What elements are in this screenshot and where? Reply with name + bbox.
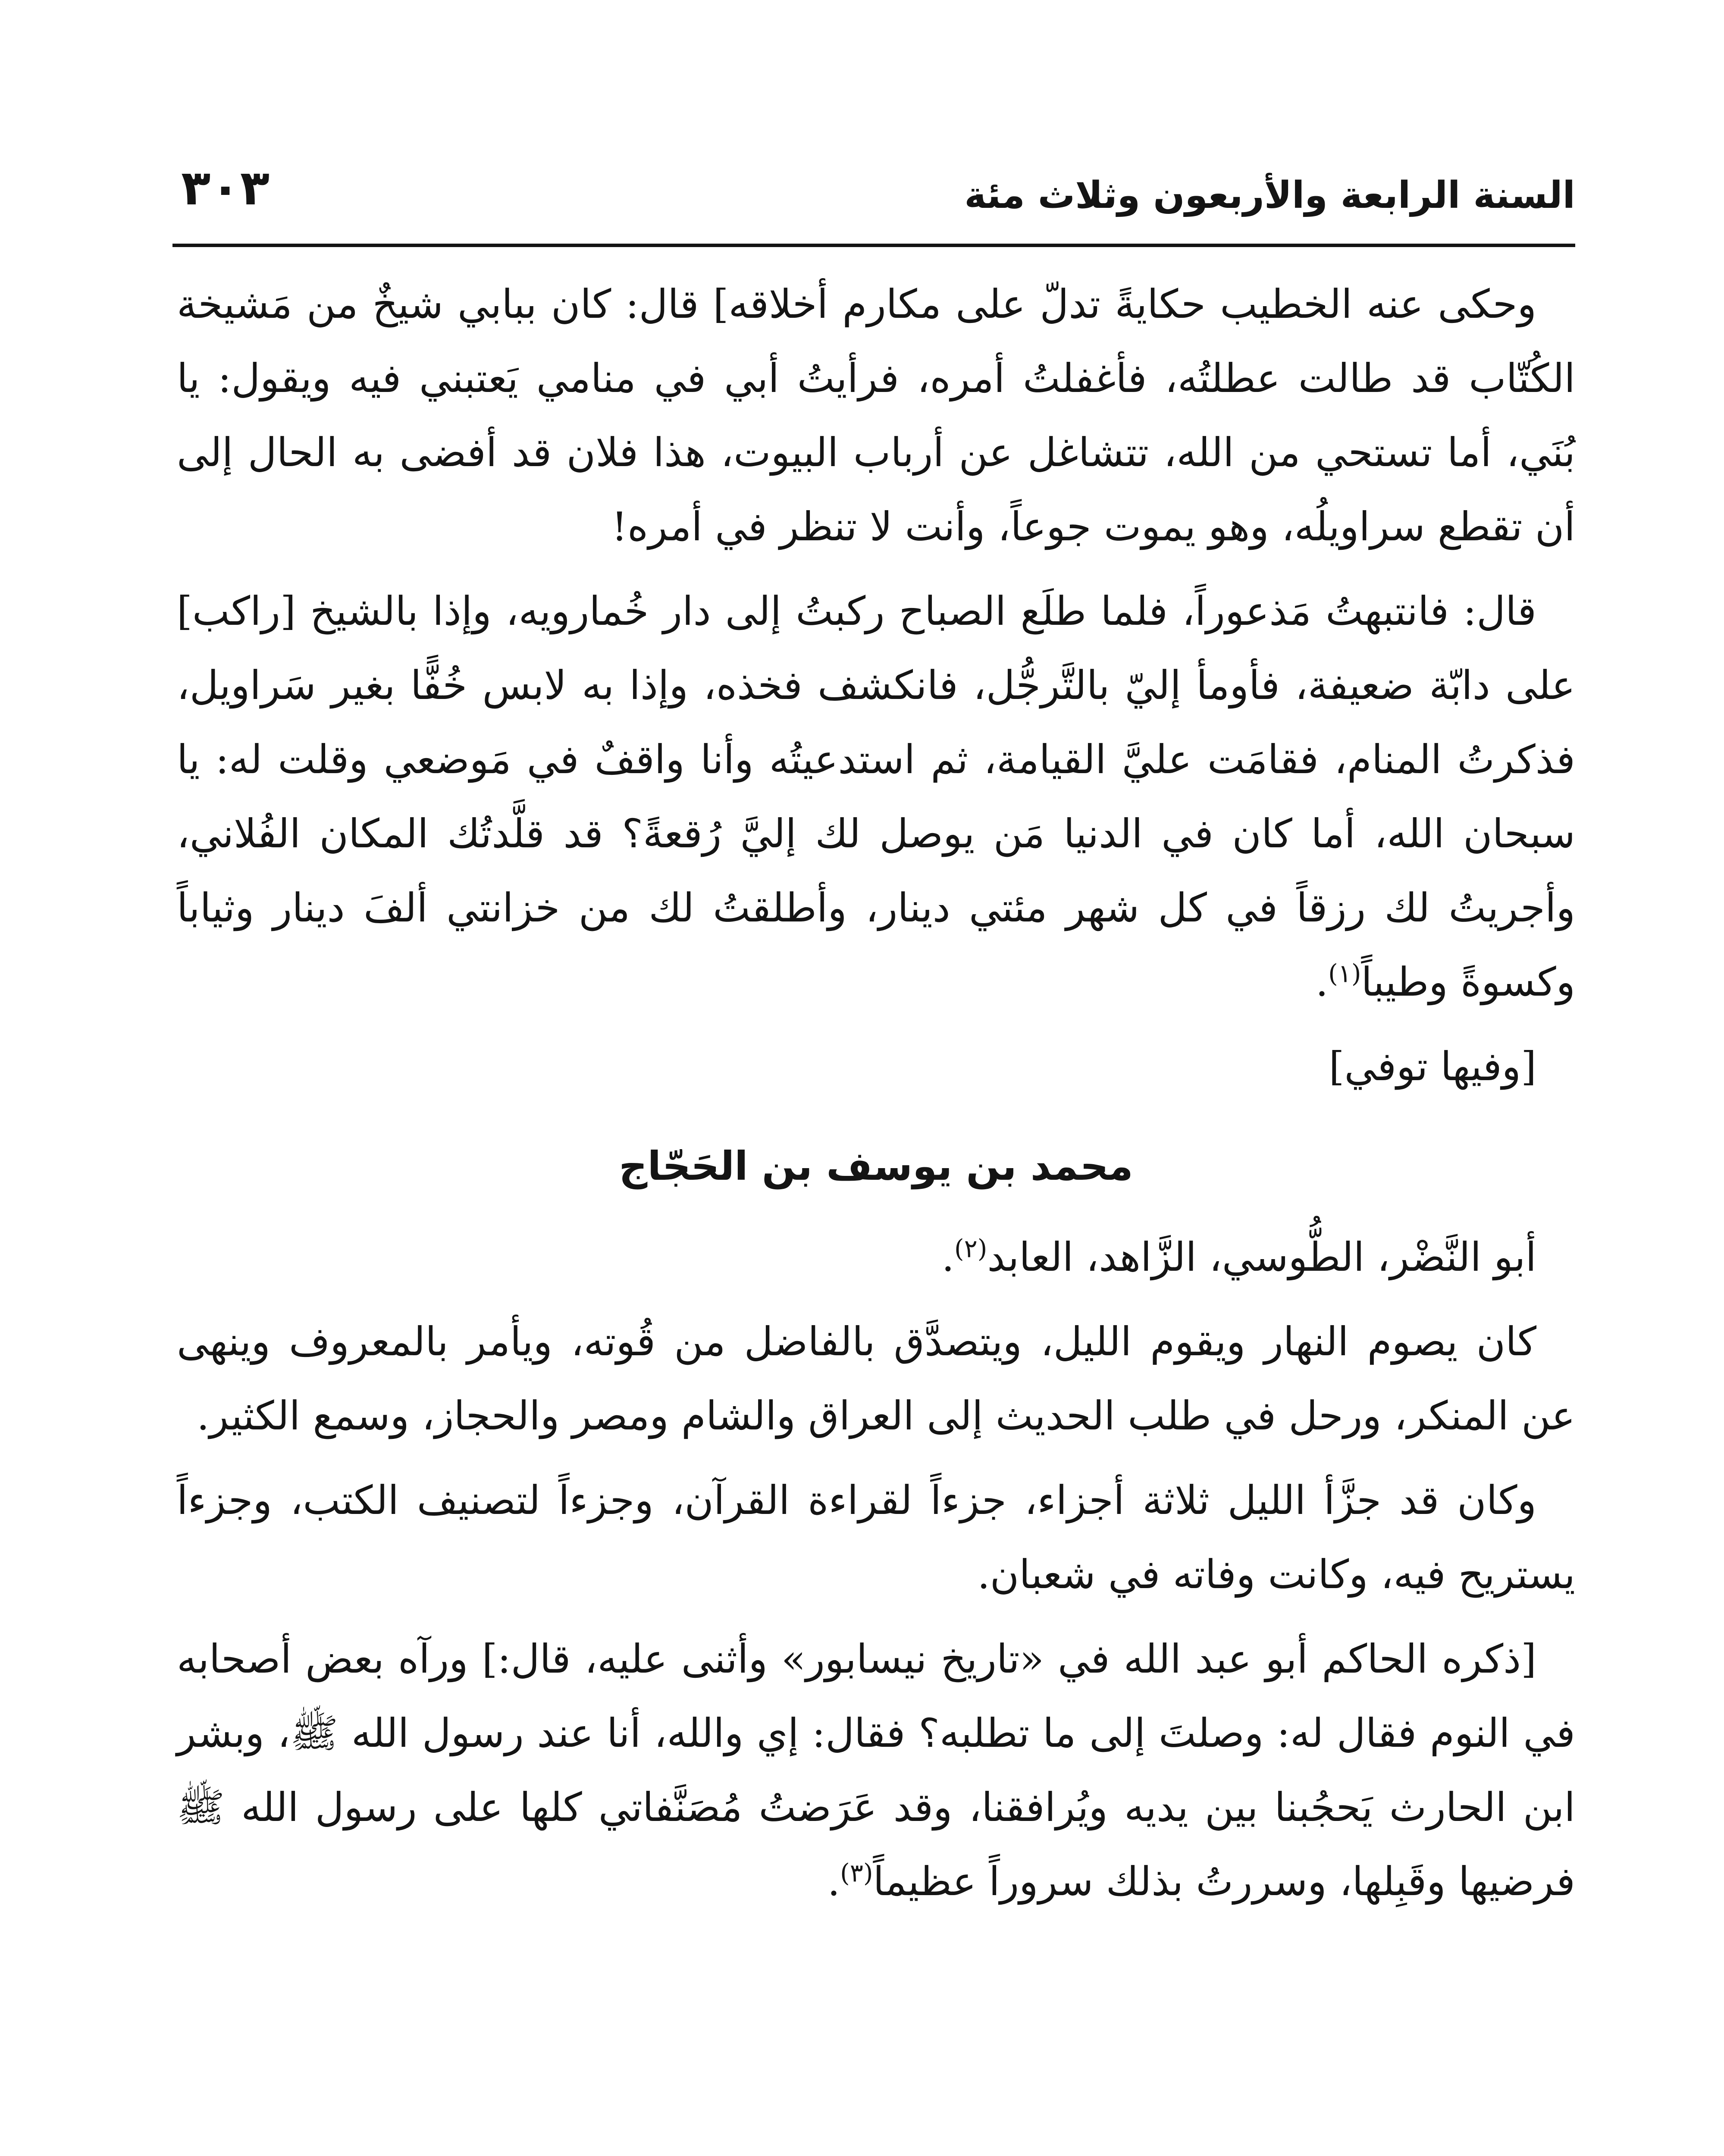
paragraph-text: قال: فانتبهتُ مَذعوراً، فلما طلَع الصباح ركبتُ إلى دار خُمارويه، وإذا بالشيخ [راكب] على دابّة ضعيفة، فأومأ إليّ بالتَّرجُّل، فانكشف فخذه، وإذا به لابس خُفًّا بغير سَراويل، فذكرتُ المنام، فقامَت عليَّ القيامة، ثم استدعيتُه وأنا واقفٌ في مَوضعي وقلت له: يا سبحان الله، أما كان في الدنيا مَن يوصل لك إليَّ رُقعةً؟ قد قلَّدتُك المكان الفُلاني، وأجريتُ لك رزقاً في كل شهر مئتي دينار، وأطلقتُ لك من خزانتي ألفَ دينار وثياباً وكسوةً وطيباً	[177, 588, 1575, 1005]
running-header	[181, 142, 1575, 229]
running-header-title: السنة الرابعة والأربعون وثلاث مئة	[964, 174, 1575, 217]
paragraph-text: أبو النَّضْر، الطُّوسي، الزَّاهد، العابد	[987, 1234, 1536, 1280]
header-rule	[172, 244, 1575, 247]
paragraph-worship	[177, 1305, 1575, 1453]
footnote-ref-1: (١)	[1328, 959, 1361, 988]
paragraph-end: .	[1315, 959, 1329, 1005]
paragraph-text: [وفيها توفي]	[1329, 1044, 1536, 1090]
paragraph-text: وكان قد جزَّأ الليل ثلاثة أجزاء، جزءاً لقراءة القرآن، وجزءاً لتصنيف الكتب، وجزءاً يستريح فيه، وكانت وفاته في شعبان.	[177, 1477, 1575, 1598]
paragraph-awakening	[177, 574, 1575, 1019]
paragraph-end: .	[941, 1234, 954, 1280]
footnote-ref-2: (٢)	[954, 1234, 987, 1263]
paragraph-dream-story	[177, 267, 1575, 564]
editorial-insertion	[177, 1030, 1575, 1104]
paragraph-text: [ذكره الحاكم أبو عبد الله في «تاريخ نيسابور» وأثنى عليه، قال:] ورآه بعض أصحابه في النوم فقال له: وصلتَ إلى ما تطلبه؟ فقال: إي والله، أنا عند رسول الله ﷺ، وبشر ابن الحارث يَحجُبنا بين يديه ويُرافقنا، وقد عَرَضتُ مُصَنَّفاتي كلها على رسول الله ﷺ فرضيها وقَبِلها، وسررتُ بذلك سروراً عظيماً	[177, 1636, 1575, 1905]
paragraph-text: وحكى عنه الخطيب حكايةً تدلّ على مكارم أخلاقه] قال: كان ببابي شيخٌ من مَشيخة الكُتّاب قد طالت عطلتُه، فأغفلتُ أمره، فرأيتُ أبي في منامي يَعتبني فيه ويقول: يا بُنَي، أما تستحي من الله، تتشاغل عن أرباب البيوت، هذا فلان قد أفضى به الحال إلى أن تقطع سراويلُه، وهو يموت جوعاً، وأنت لا تنظر في أمره!	[177, 281, 1575, 550]
paragraph-text: كان يصوم النهار ويقوم الليل، ويتصدَّق بالفاضل من قُوته، ويأمر بالمعروف وينهى عن المنكر، ورحل في طلب الحديث إلى العراق والشام ومصر والحجاز، وسمع الكثير.	[177, 1319, 1575, 1439]
footnote-ref-3: (٣)	[840, 1858, 873, 1888]
paragraph-kunya	[177, 1220, 1575, 1294]
biography-heading: محمد بن يوسف بن الحَجّاج	[619, 1143, 1133, 1189]
main-text	[177, 267, 1575, 1929]
paragraph-end: .	[827, 1858, 840, 1905]
paragraph-hakim-account	[177, 1622, 1575, 1919]
paragraph-night-division	[177, 1463, 1575, 1612]
page-number: ٣٠٣	[181, 160, 270, 216]
